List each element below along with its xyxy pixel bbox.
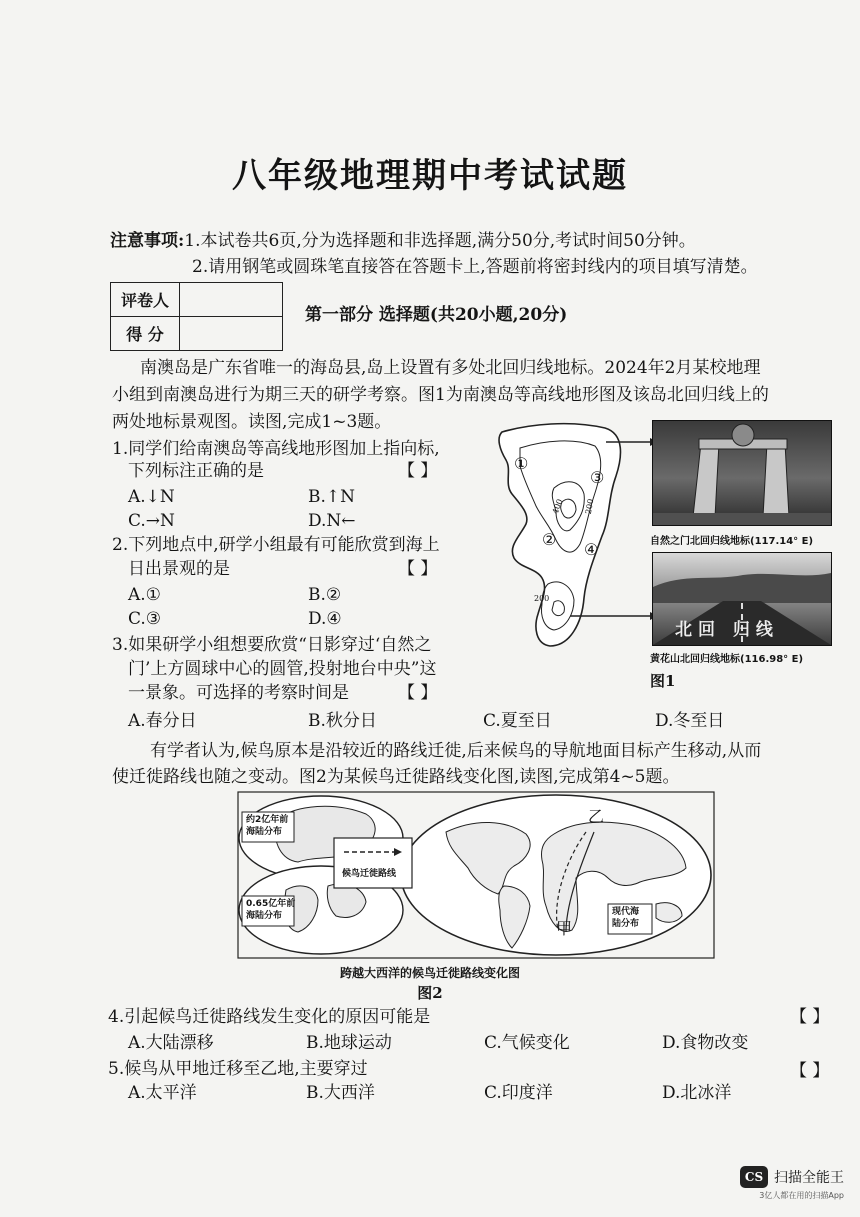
q2-option-a: A.① xyxy=(128,585,161,605)
q5-option-a: A.太平洋 xyxy=(128,1083,197,1103)
scanner-tagline: 3亿人都在用的扫描App xyxy=(759,1191,844,1200)
q3-stem-line3: 一景象。可选择的考察时间是 xyxy=(128,683,349,703)
grader-label: 评卷人 xyxy=(111,283,180,317)
q2-stem-line2: 日出景观的是 xyxy=(128,559,230,579)
score-label: 得 分 xyxy=(111,317,180,351)
q5-stem: 5.候鸟从甲地迁移至乙地,主要穿过 xyxy=(108,1059,368,1079)
notice-label: 注意事项: xyxy=(110,231,185,251)
box3-line2: 陆分布 xyxy=(612,919,640,929)
contour-label-200-south: 200 xyxy=(534,594,550,603)
q5-option-b: B.大西洋 xyxy=(306,1083,375,1103)
score-table xyxy=(110,282,283,351)
figure-2 xyxy=(236,790,716,960)
q2-answer-bracket: 【 】 xyxy=(398,559,438,579)
box1-line2: 海陆分布 xyxy=(246,827,283,837)
notice-line2: 2.请用钢笔或圆珠笔直接答在答题卡上,答题前将密封线内的项目填写清楚。 xyxy=(192,257,758,277)
box-modern-distribution xyxy=(612,906,639,930)
q3-answer-bracket: 【 】 xyxy=(398,683,438,703)
q1-option-b: B.↑N xyxy=(308,487,356,507)
figure-2-caption: 跨越大西洋的候鸟迁徙路线变化图 xyxy=(339,966,520,980)
box-200-million-years xyxy=(246,814,288,838)
q3-option-b: B.秋分日 xyxy=(308,711,377,731)
photo2-caption: 黄花山北回归线地标(116.98° E) xyxy=(650,654,804,665)
notice-text1: 1.本试卷共6页,分为选择题和非选择题,满分50分,考试时间50分钟。 xyxy=(184,231,696,251)
figure-1 xyxy=(490,418,835,668)
q1-option-a: A.↓N xyxy=(128,487,175,507)
box1-line1: 约2亿年前 xyxy=(246,815,289,825)
scanner-watermark xyxy=(740,1166,844,1201)
box3-line1: 现代海 xyxy=(612,907,640,917)
q1-answer-bracket: 【 】 xyxy=(398,461,438,481)
figure-1-label: 图1 xyxy=(650,672,676,690)
gate-landmark-illustration xyxy=(653,421,831,525)
box2-line1: 0.65亿年前 xyxy=(246,899,296,909)
map-marker-4: ④ xyxy=(584,540,599,559)
figure-2-label: 图2 xyxy=(417,984,443,1002)
photo-huanghuashan-landmark xyxy=(652,552,832,646)
road-marking-text: 北回 归线 xyxy=(675,620,779,640)
q3-stem-line1: 3.如果研学小组想要欣赏“日影穿过‘自然之 xyxy=(112,635,432,655)
q3-option-d: D.冬至日 xyxy=(655,711,725,731)
q1-stem-line2: 下列标注正确的是 xyxy=(128,461,264,481)
q2-stem-line1: 2.下列地点中,研学小组最有可能欣赏到海上 xyxy=(112,535,440,555)
intro2-line1: 有学者认为,候鸟原本是沿较近的路线迁徙,后来候鸟的导航地面目标产生移动,从而 xyxy=(150,741,762,761)
map-marker-1: ① xyxy=(514,454,529,473)
legend-migration-route: 候鸟迁徙路线 xyxy=(342,869,397,879)
score-blank xyxy=(180,317,283,351)
intro2-line2: 使迁徙路线也随之变动。图2为某候鸟迁徙路线变化图,读图,完成第4~5题。 xyxy=(112,767,680,787)
q3-option-c: C.夏至日 xyxy=(483,711,552,731)
box-65-million-years xyxy=(246,898,295,922)
label-yi: 乙 xyxy=(588,807,605,826)
photo1-caption: 自然之门北回归线地标(117.14° E) xyxy=(650,536,814,547)
q1-stem-line1: 1.同学们给南澳岛等高线地形图加上指向标, xyxy=(112,439,440,459)
q1-option-c: C.→N xyxy=(128,511,175,531)
contour-label-400: 400 xyxy=(550,497,565,516)
intro1-line3: 两处地标景观图。读图,完成1~3题。 xyxy=(112,412,392,432)
q4-option-d: D.食物改变 xyxy=(662,1033,749,1053)
part1-heading: 第一部分 选择题(共20小题,20分) xyxy=(305,305,568,325)
intro1-line2: 小组到南澳岛进行为期三天的研学考察。图1为南澳岛等高线地形图及该岛北回归线上的 xyxy=(112,385,769,405)
q1-option-d: D.N← xyxy=(308,511,356,531)
q5-option-d: D.北冰洋 xyxy=(662,1083,732,1103)
q4-option-c: C.气候变化 xyxy=(484,1033,570,1053)
q2-option-b: B.② xyxy=(308,585,342,605)
box2-line2: 海陆分布 xyxy=(246,911,283,921)
contour-label-200-north: 200 xyxy=(583,498,596,515)
scanner-app-name: 扫描全能王 xyxy=(774,1170,844,1186)
label-jia: 甲 xyxy=(556,919,573,938)
q4-option-b: B.地球运动 xyxy=(306,1033,392,1053)
q3-stem-line2: 门’上方圆球中心的圆管,投射地台中央”这 xyxy=(128,659,437,679)
camscanner-logo-icon: CS xyxy=(740,1166,768,1188)
map-marker-2: ② xyxy=(542,530,557,549)
q4-option-a: A.大陆漂移 xyxy=(128,1033,214,1053)
photo-gate-of-nature xyxy=(652,420,832,526)
q3-option-a: A.春分日 xyxy=(128,711,197,731)
map-marker-3: ③ xyxy=(590,468,605,487)
migration-maps xyxy=(236,790,716,960)
q5-answer-bracket: 【 】 xyxy=(790,1061,830,1081)
q4-stem: 4.引起候鸟迁徙路线发生变化的原因可能是 xyxy=(108,1007,431,1027)
page-title: 八年级地理期中考试试题 xyxy=(232,156,628,196)
intro1-line1: 南澳岛是广东省唯一的海岛县,岛上设置有多处北回归线地标。2024年2月某校地理 xyxy=(140,358,761,378)
q4-answer-bracket: 【 】 xyxy=(790,1007,830,1027)
q5-option-c: C.印度洋 xyxy=(484,1083,553,1103)
q2-option-c: C.③ xyxy=(128,609,162,629)
notice-line1 xyxy=(110,228,696,254)
q2-option-d: D.④ xyxy=(308,609,342,629)
grader-blank xyxy=(180,283,283,317)
